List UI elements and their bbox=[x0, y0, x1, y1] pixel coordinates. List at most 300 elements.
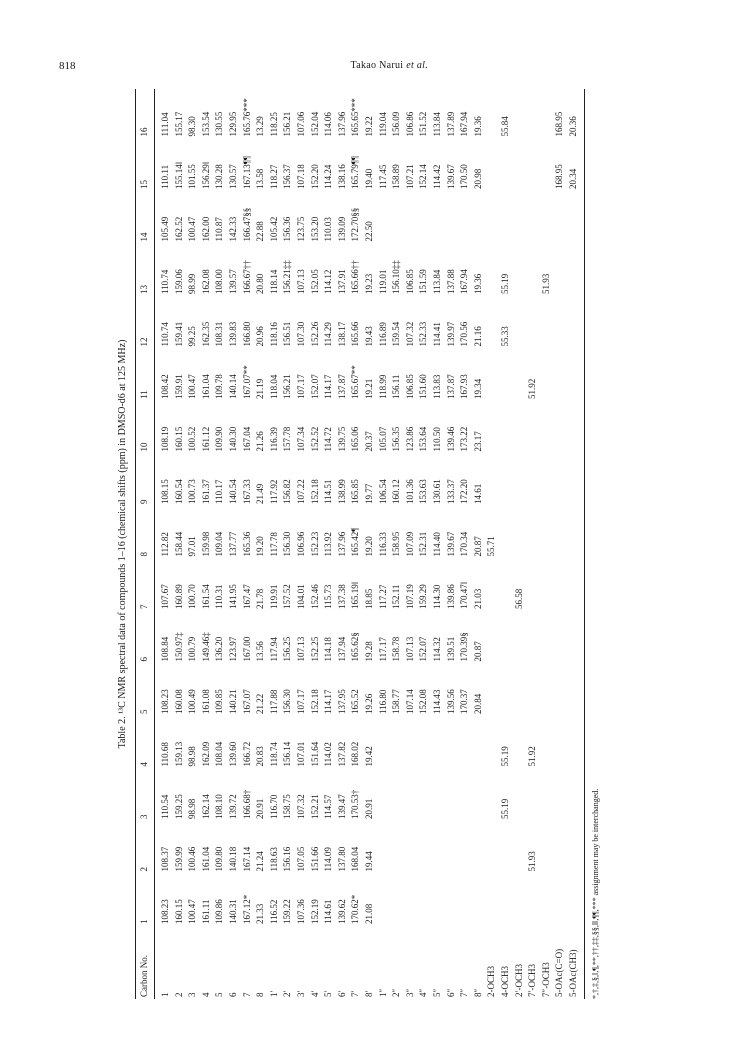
shift-value: 152.31 bbox=[418, 531, 429, 557]
shift-value: 139.67 bbox=[445, 164, 456, 189]
shift-value: 151.60 bbox=[418, 374, 429, 399]
shift-value: 51.93 bbox=[527, 851, 538, 872]
shift-value: 159.99 bbox=[173, 846, 184, 872]
shift-value: 107.67 bbox=[160, 584, 170, 609]
shift-value: 170.37 bbox=[459, 689, 470, 714]
shift-value: 19.77 bbox=[364, 483, 374, 504]
shift-value: 130.28 bbox=[214, 164, 225, 189]
shift-value: 152.07 bbox=[309, 374, 320, 399]
shift-value: 165.52 bbox=[350, 689, 361, 714]
shift-value: 108.19 bbox=[160, 426, 170, 452]
shift-value: 139.56 bbox=[445, 689, 456, 714]
shift-value: 167.13¶¶ bbox=[241, 156, 252, 189]
carbon-label: 4 bbox=[200, 992, 211, 997]
shift-value: 114.12 bbox=[323, 269, 334, 294]
shift-value: 160.54 bbox=[173, 479, 184, 504]
shift-value: 107.32 bbox=[296, 794, 306, 819]
shift-value: 158.95 bbox=[391, 531, 402, 557]
shift-value: 98.30 bbox=[187, 116, 198, 137]
shift-value: 100.52 bbox=[187, 426, 198, 452]
shift-value: 156.82 bbox=[282, 479, 293, 504]
compound-header-4: 4 bbox=[139, 762, 149, 767]
shift-value: 170.50 bbox=[459, 164, 470, 189]
shift-value: 165.66 bbox=[350, 321, 361, 347]
shift-value: 13.29 bbox=[255, 116, 266, 137]
shift-value: 118.74 bbox=[268, 742, 279, 767]
shift-value: 151.64 bbox=[309, 741, 320, 767]
shift-value: 107.09 bbox=[404, 531, 415, 557]
shift-value: 51.92 bbox=[527, 746, 538, 767]
shift-value: 107.13 bbox=[296, 636, 306, 662]
shift-value: 110.68 bbox=[160, 742, 170, 767]
shift-value: 23.17 bbox=[472, 431, 483, 452]
compound-header-14: 14 bbox=[139, 232, 149, 242]
shift-value: 130.55 bbox=[214, 111, 225, 137]
shift-value: 112.82 bbox=[160, 532, 170, 557]
shift-value: 167.04 bbox=[241, 426, 252, 452]
shift-value: 173.22 bbox=[459, 426, 470, 452]
shift-value: 159.29 bbox=[418, 584, 429, 609]
shift-value: 167.14 bbox=[241, 846, 252, 872]
shift-value: 97.01 bbox=[187, 536, 198, 557]
shift-value: 137.91 bbox=[336, 269, 347, 294]
shift-value: 168.04 bbox=[350, 846, 361, 872]
shift-value: 172.20 bbox=[459, 479, 470, 504]
shift-value: 130.57 bbox=[228, 164, 238, 189]
shift-value: 170.34 bbox=[459, 531, 470, 557]
shift-value: 156.14 bbox=[282, 741, 293, 767]
shift-value: 55.71 bbox=[486, 536, 497, 557]
shift-value: 108.04 bbox=[214, 741, 225, 767]
table-footnote: *,†,‡,§,‖,¶,**,††,‡‡,§§,‖‖,¶¶,*** assignment may be interchanged. bbox=[591, 788, 600, 999]
compound-header-2: 2 bbox=[139, 867, 149, 872]
shift-value: 167.00 bbox=[241, 636, 252, 662]
shift-value: 139.60 bbox=[228, 741, 238, 767]
shift-value: 109.78 bbox=[214, 374, 225, 399]
shift-value: 165.19‖ bbox=[350, 581, 361, 609]
carbon-label: 7′ bbox=[350, 990, 361, 997]
running-head bbox=[351, 60, 428, 71]
shift-value: 158.75 bbox=[282, 794, 293, 819]
shift-value: 137.94 bbox=[336, 636, 347, 662]
shift-value: 137.38 bbox=[336, 584, 347, 609]
shift-value: 151.66 bbox=[309, 846, 320, 872]
carbon-label: 5-OAc(C=O) bbox=[554, 948, 565, 997]
shift-value: 109.90 bbox=[214, 426, 225, 452]
shift-value: 116.80 bbox=[377, 689, 388, 714]
shift-value: 110.74 bbox=[160, 269, 170, 294]
shift-value: 159.91 bbox=[173, 374, 184, 399]
shift-value: 110.54 bbox=[160, 794, 170, 819]
shift-value: 21.24 bbox=[255, 851, 266, 872]
shift-value: 156.21‡‡ bbox=[282, 260, 293, 294]
shift-value: 106.85 bbox=[404, 269, 415, 294]
shift-value: 21.49 bbox=[255, 483, 266, 504]
shift-value: 140.21 bbox=[228, 689, 238, 714]
shift-value: 139.83 bbox=[228, 321, 238, 347]
shift-value: 152.21 bbox=[309, 794, 320, 819]
compound-header-13: 13 bbox=[139, 285, 149, 294]
carbon-label: 7″ bbox=[459, 988, 470, 997]
shift-value: 160.08 bbox=[173, 689, 184, 714]
shift-value: 165.66†† bbox=[350, 260, 361, 294]
shift-value: 152.23 bbox=[309, 531, 320, 557]
shift-value: 161.54 bbox=[200, 584, 211, 609]
carbon-label: 7′-OCH3 bbox=[527, 964, 538, 997]
shift-value: 110.11 bbox=[160, 164, 170, 189]
shift-value: 114.06 bbox=[323, 112, 334, 137]
shift-value: 155.17 bbox=[173, 111, 184, 137]
shift-value: 19.36 bbox=[472, 273, 483, 294]
shift-value: 139.97 bbox=[445, 321, 456, 347]
shift-value: 18.85 bbox=[364, 588, 374, 609]
shift-value: 55.84 bbox=[500, 116, 510, 137]
shift-value: 170.56 bbox=[459, 321, 470, 347]
shift-value: 114.09 bbox=[323, 847, 334, 872]
shift-value: 21.16 bbox=[472, 326, 483, 347]
shift-value: 136.20 bbox=[214, 636, 225, 662]
shift-value: 55.33 bbox=[500, 326, 510, 347]
shift-value: 152.25 bbox=[309, 636, 320, 662]
shift-value: 114.29 bbox=[323, 322, 334, 347]
shift-value: 152.11 bbox=[391, 584, 402, 609]
shift-value: 160.89 bbox=[173, 584, 184, 609]
shift-value: 117.92 bbox=[268, 479, 279, 504]
shift-value: 156.10‡‡ bbox=[391, 260, 402, 294]
shift-value: 100.47 bbox=[187, 899, 198, 924]
carbon-label: 2′ bbox=[282, 990, 293, 997]
shift-value: 106.96 bbox=[296, 531, 306, 557]
shift-value: 158.77 bbox=[391, 689, 402, 714]
shift-value: 14.61 bbox=[472, 483, 483, 504]
shift-value: 159.98 bbox=[200, 531, 211, 557]
shift-value: 113.84 bbox=[432, 269, 442, 294]
shift-value: 114.32 bbox=[432, 637, 442, 662]
table-caption: Table 2. ¹³C NMR spectral data of compounds 1–16 (chemical shifts (ppm) in DMSO-d6 at 125 MHz) bbox=[117, 339, 128, 749]
compound-header-16: 16 bbox=[139, 127, 149, 137]
shift-value: 113.84 bbox=[432, 112, 442, 137]
shift-value: 172.70§§ bbox=[350, 207, 361, 242]
shift-value: 19.21 bbox=[364, 378, 374, 399]
compound-header-6: 6 bbox=[139, 657, 149, 662]
carbon-label: 2″ bbox=[391, 988, 402, 997]
shift-value: 151.59 bbox=[418, 269, 429, 294]
shift-value: 161.04 bbox=[200, 374, 211, 399]
shift-value: 22.88 bbox=[255, 221, 266, 242]
carbon-label: 7″-OCH3 bbox=[540, 962, 551, 997]
shift-value: 167.33 bbox=[241, 479, 252, 504]
shift-value: 137.95 bbox=[336, 689, 347, 714]
shift-value: 166.67†† bbox=[241, 260, 252, 294]
shift-value: 139.46 bbox=[445, 426, 456, 452]
shift-value: 153.20 bbox=[309, 216, 320, 242]
shift-value: 113.83 bbox=[432, 374, 442, 399]
shift-value: 161.12 bbox=[200, 426, 211, 452]
shift-value: 137.89 bbox=[445, 111, 456, 137]
shift-value: 107.32 bbox=[404, 321, 415, 347]
shift-value: 167.07 bbox=[241, 689, 252, 714]
shift-value: 19.20 bbox=[364, 536, 374, 557]
running-head-suffix: et al. bbox=[406, 60, 428, 71]
shift-value: 107.18 bbox=[296, 164, 306, 189]
shift-value: 20.98 bbox=[472, 168, 483, 189]
shift-value: 55.19 bbox=[500, 273, 510, 294]
shift-value: 162.08 bbox=[200, 269, 211, 294]
shift-value: 140.54 bbox=[228, 479, 238, 504]
shift-value: 109.85 bbox=[214, 689, 225, 714]
shift-value: 118.14 bbox=[268, 269, 279, 294]
carbon-label: 8″ bbox=[472, 988, 483, 997]
compound-header-5: 5 bbox=[139, 709, 149, 714]
shift-value: 114.17 bbox=[323, 689, 334, 714]
shift-value: 166.80 bbox=[241, 321, 252, 347]
shift-value: 152.52 bbox=[309, 426, 320, 452]
shift-value: 118.27 bbox=[268, 164, 279, 189]
shift-value: 19.44 bbox=[364, 851, 374, 872]
carbon-label: 1″ bbox=[377, 988, 388, 997]
shift-value: 108.37 bbox=[160, 846, 170, 872]
table-bottom-rule bbox=[584, 89, 585, 999]
shift-value: 157.78 bbox=[282, 426, 293, 452]
shift-value: 119.04 bbox=[377, 112, 388, 137]
shift-value: 162.35 bbox=[200, 321, 211, 347]
shift-value: 114.42 bbox=[432, 164, 442, 189]
shift-value: 110.74 bbox=[160, 322, 170, 347]
shift-value: 51.92 bbox=[527, 378, 538, 399]
shift-value: 152.46 bbox=[309, 584, 320, 609]
shift-value: 156.11 bbox=[391, 374, 402, 399]
shift-value: 99.25 bbox=[187, 326, 198, 347]
shift-value: 110.17 bbox=[214, 479, 225, 504]
shift-value: 13.58 bbox=[255, 168, 266, 189]
shift-value: 107.36 bbox=[296, 899, 306, 924]
shift-value: 51.93 bbox=[540, 273, 551, 294]
shift-value: 107.19 bbox=[404, 584, 415, 609]
shift-value: 162.00 bbox=[200, 216, 211, 242]
shift-value: 116.70 bbox=[268, 794, 279, 819]
carbon-label: 5-OAc(CH3) bbox=[568, 949, 578, 997]
shift-value: 107.17 bbox=[296, 689, 306, 714]
shift-value: 156.30 bbox=[282, 531, 293, 557]
shift-value: 56.58 bbox=[513, 588, 524, 609]
shift-value: 119.91 bbox=[268, 584, 279, 609]
shift-value: 109.04 bbox=[214, 531, 225, 557]
shift-value: 109.86 bbox=[214, 899, 225, 924]
shift-value: 158.78 bbox=[391, 636, 402, 662]
shift-value: 19.23 bbox=[364, 273, 374, 294]
shift-value: 137.77 bbox=[228, 531, 238, 557]
shift-value: 160.15 bbox=[173, 426, 184, 452]
shift-value: 22.50 bbox=[364, 221, 374, 242]
carbon-label: 4′ bbox=[309, 990, 320, 997]
shift-value: 107.21 bbox=[404, 164, 415, 189]
shift-value: 98.99 bbox=[187, 273, 198, 294]
shift-value: 139.09 bbox=[336, 216, 347, 242]
shift-value: 156.36 bbox=[282, 216, 293, 242]
shift-value: 137.87 bbox=[445, 374, 456, 399]
shift-value: 20.91 bbox=[255, 798, 266, 819]
shift-value: 165.06 bbox=[350, 426, 361, 452]
shift-value: 108.31 bbox=[214, 321, 225, 347]
shift-value: 55.19 bbox=[500, 798, 510, 819]
shift-value: 139.47 bbox=[336, 794, 347, 819]
table-row bbox=[566, 89, 581, 999]
shift-value: 114.30 bbox=[432, 584, 442, 609]
carbon-label: 3 bbox=[187, 992, 198, 997]
shift-value: 165.67** bbox=[350, 365, 361, 399]
shift-value: 165.42¶ bbox=[350, 527, 361, 557]
shift-value: 19.22 bbox=[364, 116, 374, 137]
shift-value: 159.13 bbox=[173, 741, 184, 767]
shift-value: 117.45 bbox=[377, 164, 388, 189]
compound-header-8: 8 bbox=[139, 552, 149, 557]
shift-value: 165.65*** bbox=[350, 98, 361, 137]
shift-value: 100.47 bbox=[187, 374, 198, 399]
shift-value: 139.51 bbox=[445, 636, 456, 662]
carbon-label: 5″ bbox=[432, 988, 442, 997]
shift-value: 19.28 bbox=[364, 641, 374, 662]
carbon-label: 4-OCH3 bbox=[500, 966, 510, 997]
shift-value: 107.14 bbox=[404, 689, 415, 714]
shift-value: 156.35 bbox=[391, 426, 402, 452]
shift-value: 166.68† bbox=[241, 789, 252, 819]
shift-value: 114.43 bbox=[432, 689, 442, 714]
page-number: 818 bbox=[59, 60, 76, 72]
shift-value: 108.15 bbox=[160, 479, 170, 504]
shift-value: 152.33 bbox=[418, 321, 429, 347]
shift-value: 100.49 bbox=[187, 689, 198, 714]
shift-value: 55.19 bbox=[500, 746, 510, 767]
shift-value: 168.95 bbox=[554, 164, 565, 189]
carbon-label: 1 bbox=[160, 992, 170, 997]
shift-value: 118.25 bbox=[268, 112, 279, 137]
shift-value: 156.21 bbox=[282, 111, 293, 137]
compound-header-10: 10 bbox=[139, 442, 149, 452]
shift-value: 118.16 bbox=[268, 322, 279, 347]
shift-value: 139.72 bbox=[228, 794, 238, 819]
shift-value: 167.94 bbox=[459, 269, 470, 294]
shift-value: 108.10 bbox=[214, 794, 225, 819]
shift-value: 20.83 bbox=[255, 746, 266, 767]
shift-value: 159.41 bbox=[173, 321, 184, 347]
shift-value: 167.47 bbox=[241, 584, 252, 609]
shift-value: 137.88 bbox=[445, 269, 456, 294]
shift-value: 108.23 bbox=[160, 899, 170, 924]
shift-value: 107.30 bbox=[296, 321, 306, 347]
shift-value: 140.30 bbox=[228, 426, 238, 452]
shift-value: 139.67 bbox=[445, 531, 456, 557]
shift-value: 116.33 bbox=[377, 532, 388, 557]
shift-value: 152.18 bbox=[309, 689, 320, 714]
carbon-label: 8 bbox=[255, 992, 266, 997]
shift-value: 107.34 bbox=[296, 426, 306, 452]
shift-value: 21.19 bbox=[255, 378, 266, 399]
shift-value: 139.57 bbox=[228, 269, 238, 294]
shift-value: 117.78 bbox=[268, 532, 279, 557]
shift-value: 107.22 bbox=[296, 479, 306, 504]
nmr-data-table bbox=[116, 89, 616, 999]
shift-value: 166.72 bbox=[241, 741, 252, 767]
shift-value: 137.87 bbox=[336, 374, 347, 399]
shift-value: 159.06 bbox=[173, 269, 184, 294]
shift-value: 159.54 bbox=[391, 321, 402, 347]
shift-value: 110.31 bbox=[214, 584, 225, 609]
carbon-label: 5 bbox=[214, 992, 225, 997]
shift-value: 133.37 bbox=[445, 479, 456, 504]
shift-value: 152.07 bbox=[418, 636, 429, 662]
shift-value: 150.97‡ bbox=[173, 632, 184, 662]
carbon-label: 4″ bbox=[418, 988, 429, 997]
shift-value: 168.95 bbox=[554, 111, 565, 137]
shift-value: 165.62§ bbox=[350, 632, 361, 662]
shift-value: 139.75 bbox=[336, 426, 347, 452]
shift-value: 165.79¶¶ bbox=[350, 156, 361, 189]
compound-header-7: 7 bbox=[139, 604, 149, 609]
shift-value: 108.84 bbox=[160, 636, 170, 662]
shift-value: 19.42 bbox=[364, 746, 374, 767]
shift-value: 19.26 bbox=[364, 693, 374, 714]
shift-value: 116.52 bbox=[268, 899, 279, 924]
shift-value: 153.54 bbox=[200, 111, 211, 137]
carbon-label: 6′ bbox=[336, 990, 347, 997]
shift-value: 156.29‖ bbox=[200, 161, 211, 189]
shift-value: 166.47§§ bbox=[241, 207, 252, 242]
shift-value: 111.04 bbox=[160, 112, 170, 137]
compound-header-9: 9 bbox=[139, 499, 149, 504]
shift-value: 110.03 bbox=[323, 217, 334, 242]
running-head-author: Takao Narui bbox=[350, 60, 404, 71]
shift-value: 152.08 bbox=[418, 689, 429, 714]
shift-value: 156.09 bbox=[391, 111, 402, 137]
shift-value: 105.07 bbox=[377, 426, 388, 452]
shift-value: 110.87 bbox=[214, 217, 225, 242]
shift-value: 137.80 bbox=[336, 846, 347, 872]
shift-value: 114.18 bbox=[323, 637, 334, 662]
shift-value: 123.86 bbox=[404, 426, 415, 452]
shift-value: 162.52 bbox=[173, 216, 184, 242]
shift-value: 20.34 bbox=[568, 168, 578, 189]
shift-value: 159.25 bbox=[173, 794, 184, 819]
table-top-rule bbox=[135, 89, 136, 999]
table-header-rule bbox=[154, 89, 155, 999]
shift-value: 129.95 bbox=[228, 111, 238, 137]
shift-value: 107.05 bbox=[296, 846, 306, 872]
shift-value: 156.25 bbox=[282, 636, 293, 662]
shift-value: 117.88 bbox=[268, 689, 279, 714]
compound-header-12: 12 bbox=[139, 337, 149, 347]
shift-value: 116.89 bbox=[377, 322, 388, 347]
carbon-no-header: Carbon No. bbox=[139, 955, 149, 997]
shift-value: 162.14 bbox=[200, 794, 211, 819]
shift-value: 20.91 bbox=[364, 798, 374, 819]
shift-value: 149.46‡ bbox=[200, 632, 211, 662]
shift-value: 21.08 bbox=[364, 903, 374, 924]
shift-value: 101.36 bbox=[404, 479, 415, 504]
shift-value: 100.46 bbox=[187, 846, 198, 872]
carbon-label: 7 bbox=[241, 992, 252, 997]
shift-value: 107.06 bbox=[296, 111, 306, 137]
shift-value: 105.49 bbox=[160, 216, 170, 242]
shift-value: 161.37 bbox=[200, 479, 211, 504]
carbon-label: 8′ bbox=[364, 990, 374, 997]
shift-value: 151.52 bbox=[418, 111, 429, 137]
shift-value: 114.17 bbox=[323, 374, 334, 399]
shift-value: 20.84 bbox=[472, 693, 483, 714]
carbon-label: 3″ bbox=[404, 988, 415, 997]
shift-value: 105.42 bbox=[268, 216, 279, 242]
shift-value: 138.17 bbox=[336, 321, 347, 347]
shift-value: 100.73 bbox=[187, 479, 198, 504]
